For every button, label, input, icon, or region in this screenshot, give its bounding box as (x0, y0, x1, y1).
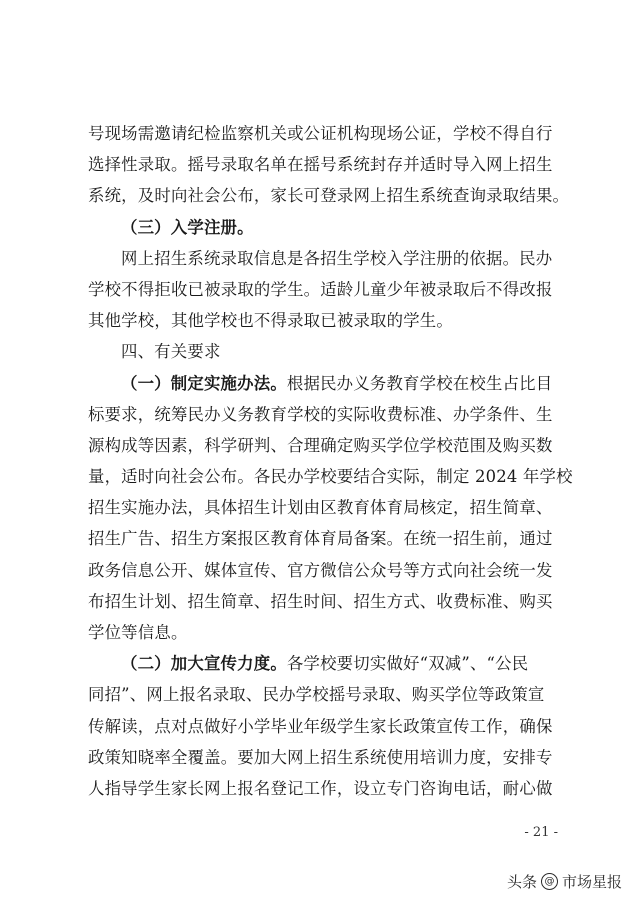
text-line (88, 180, 598, 211)
text-line (88, 368, 598, 399)
text-line (88, 149, 598, 180)
line-text: 布招生计划、招生简章、招生时间、招生方式、收费标准、购买 (88, 591, 553, 611)
text-line (88, 305, 598, 336)
text-line (88, 648, 598, 679)
watermark (507, 871, 622, 892)
line-text: 同招”、网上报名录取、民办学校摇号录取、购买学位等政策宣 (88, 685, 545, 705)
text-line (88, 555, 598, 586)
line-text: 各学校要切实做好“双减”、“公民 (286, 654, 529, 674)
line-text: 政务信息公开、媒体宣传、官方微信公众号等方式向社会统一发 (88, 560, 553, 580)
line-text: 量，适时向社会公布。各民办学校要结合实际，制定 2024 年学校 (88, 467, 573, 487)
line-text: 学位等信息。 (88, 623, 188, 642)
text-line (88, 274, 598, 305)
text-line (88, 212, 598, 243)
line-text: 招生实施办法，具体招生计划由区教育体育局核定，招生简章、 (88, 498, 553, 518)
at-icon: @ (541, 873, 558, 890)
text-line (88, 430, 598, 461)
text-line (88, 679, 598, 710)
line-text: 号现场需邀请纪检监察机关或公证机构现场公证，学校不得自行 (88, 124, 553, 143)
line-text: 招生广告、招生方案报区教育体育局备案。在统一招生前，通过 (88, 529, 553, 549)
section-heading: （三）入学注册。 (121, 217, 254, 237)
line-text: 学校不得拒收已被录取的学生。适龄儿童少年被录取后不得改报 (88, 279, 553, 299)
line-text: 选择性录取。摇号录取名单在摇号系统封存并适时导入网上招生 (88, 155, 553, 175)
line-text: 标要求，统筹民办义务教育学校的实际收费标准、办学条件、生 (88, 404, 553, 424)
watermark-prefix: 头条 (506, 873, 537, 891)
text-line (88, 243, 598, 274)
section-heading: （二）加大宣传力度。 (121, 654, 287, 674)
line-text: 四、有关要求 (121, 342, 221, 362)
text-line (88, 461, 598, 492)
text-line (88, 118, 598, 149)
watermark-name: 市场星报 (561, 873, 622, 891)
text-line (88, 492, 598, 523)
text-line (88, 773, 598, 804)
text-line (88, 617, 598, 648)
line-text: 其他学校，其他学校也不得录取已被录取的学生。 (88, 311, 453, 331)
line-text: 传解读，点对点做好小学毕业年级学生家长政策宣传工作，确保 (88, 716, 553, 736)
text-line (88, 523, 598, 554)
text-line (88, 711, 598, 742)
text-line (88, 399, 598, 430)
line-text: 系统，及时向社会公布，家长可登录网上招生系统查询录取结果。 (88, 186, 570, 206)
document-body (88, 118, 598, 804)
text-line (88, 742, 598, 773)
line-text: 网上招生系统录取信息是各招生学校入学注册的依据。民办 (121, 248, 553, 268)
section-heading: （一）制定实施办法。 (121, 373, 287, 393)
text-line (88, 586, 598, 617)
page-number: - 21 - (524, 825, 558, 840)
line-text: 政策知晓率全覆盖。要加大网上招生系统使用培训力度，安排专 (88, 747, 553, 767)
line-text: 根据民办义务教育学校在校生占比目 (286, 373, 553, 393)
line-text: 源构成等因素，科学研判、合理确定购买学位学校范围及购买数 (88, 435, 553, 455)
line-text: 人指导学生家长网上报名登记工作，设立专门咨询电话，耐心做 (88, 778, 553, 798)
text-line (88, 336, 598, 367)
